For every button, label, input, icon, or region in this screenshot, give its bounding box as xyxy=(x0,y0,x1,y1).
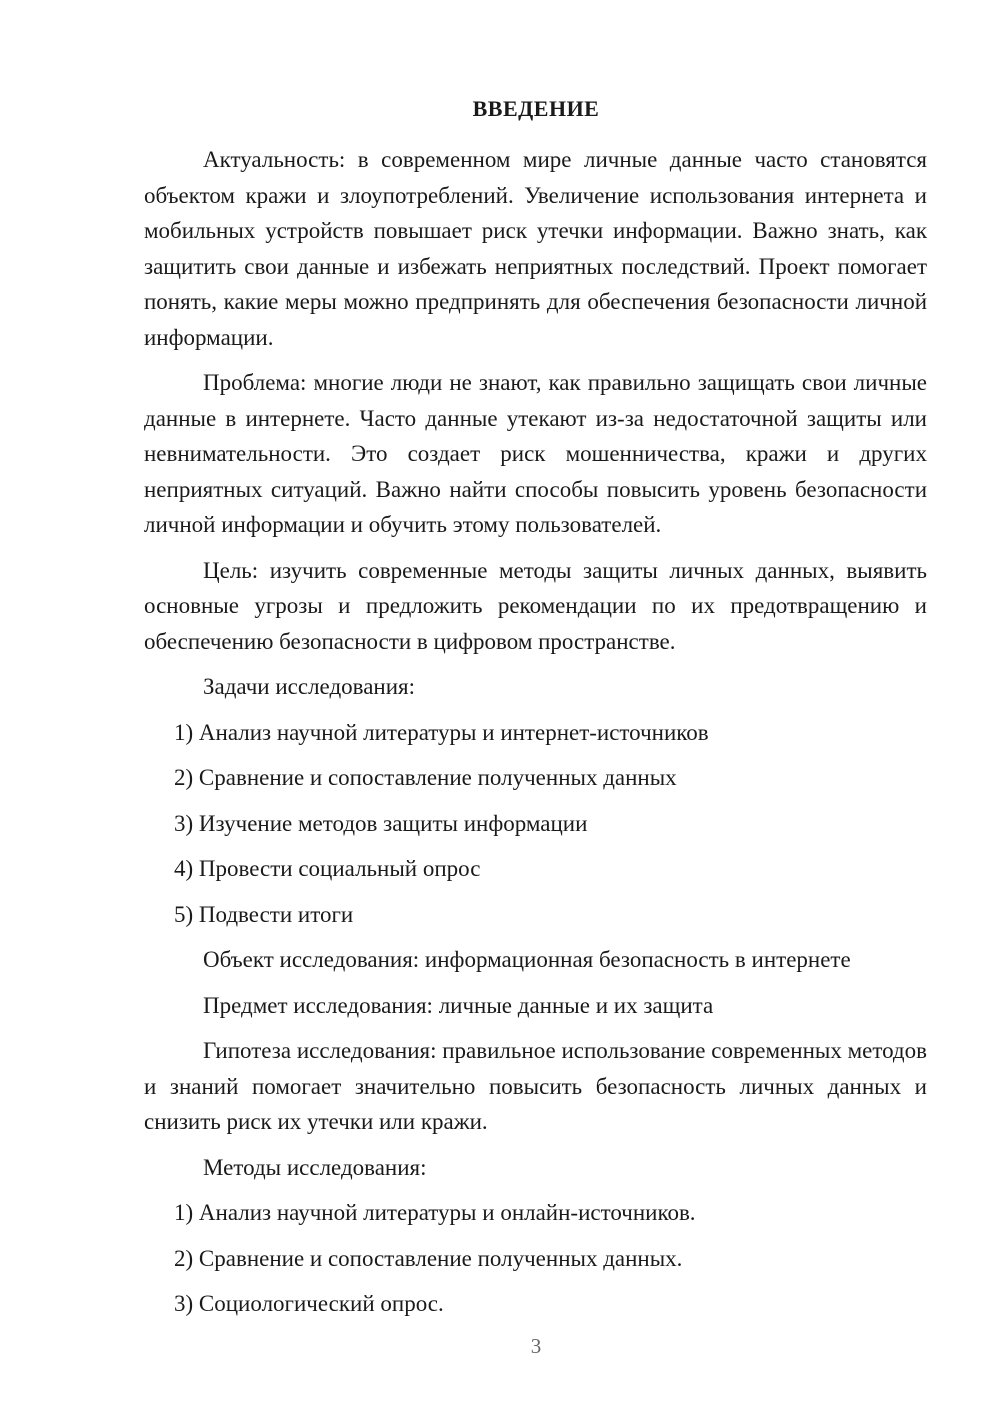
research-subject: Предмет исследования: личные данные и их защита xyxy=(203,992,714,1018)
goal-paragraph: Цель: изучить современные методы защиты личных данных, выявить основные угрозы и предложить рекомендации по их предотвращению и обеспечению безопасности в цифровом пространстве. xyxy=(144,557,927,654)
method-item: 2) Сравнение и сопоставление полученных данных. xyxy=(174,1245,683,1271)
task-item: 1) Анализ научной литературы и интернет-источников xyxy=(174,719,709,745)
methods-heading: Методы исследования: xyxy=(203,1154,427,1180)
problem-paragraph: Проблема: многие люди не знают, как правильно защищать свои личные данные в интернете. Часто данные утекают из-за недостаточной защиты или невнимательности. Это создает риск мошенничества, кражи и других неприятных ситуаций. Важно найти способы повысить уровень безопасности личной информации и обучить этому пользователей. xyxy=(144,370,927,537)
document-body xyxy=(144,142,927,1332)
task-item: 5) Подвести итоги xyxy=(174,901,354,927)
task-item: 2) Сравнение и сопоставление полученных данных xyxy=(174,765,677,790)
relevance-paragraph: Актуальность: в современном мире личные данные часто становятся объектом кражи и злоупотреблений. Увеличение использования интернета и мобильных устройств повышает риск утечки информации. Важно знать, как защитить свои данные и избежать неприятных последствий. Проект помогает понять, какие меры можно предпринять для обеспечения безопасности личной информации. xyxy=(144,147,927,350)
task-item: 4) Провести социальный опрос xyxy=(174,856,481,881)
tasks-heading: Задачи исследования: xyxy=(203,674,416,699)
hypothesis-paragraph: Гипотеза исследования: правильное использование современных методов и знаний помогает значительно повысить безопасность личных данных и снизить риск их утечки или кражи. xyxy=(144,1038,927,1134)
page-title: ВВЕДЕНИЕ xyxy=(472,96,600,121)
research-object: Объект исследования: информационная безопасность в интернете xyxy=(203,947,851,972)
task-item: 3) Изучение методов защиты информации xyxy=(174,810,588,836)
method-item: 1) Анализ научной литературы и онлайн-источников. xyxy=(174,1200,696,1225)
method-item: 3) Социологический опрос. xyxy=(174,1291,444,1316)
page-number: 3 xyxy=(530,1334,542,1358)
